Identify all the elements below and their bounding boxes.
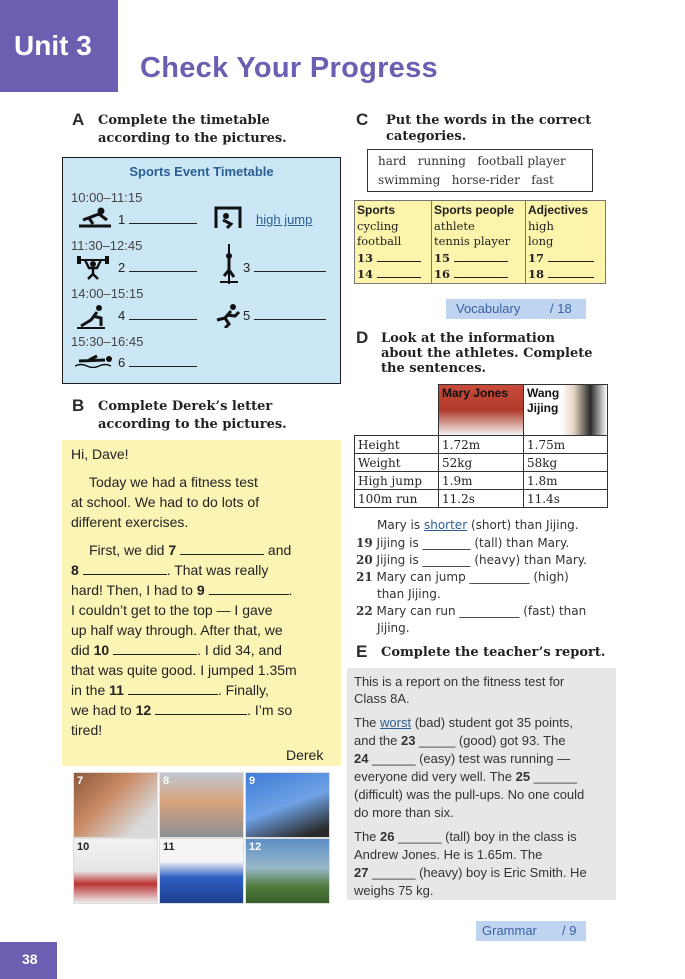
text: . Finally,	[217, 682, 269, 698]
question-19[interactable]	[356, 535, 569, 551]
letter-line: at school. We had to do lots of	[71, 494, 260, 510]
answer-blank-9[interactable]	[209, 583, 289, 595]
answer-blank[interactable]	[129, 260, 197, 272]
value-cell	[438, 471, 524, 490]
section-b-instruction-1: Complete Derek’s letter	[98, 399, 273, 414]
blank-number: 13	[357, 251, 374, 265]
running-icon	[213, 302, 243, 328]
time-slot-2: 11:30–12:45	[71, 238, 143, 253]
photo-sit-up	[73, 838, 158, 904]
text: and the	[354, 733, 401, 748]
item-number: 3	[243, 260, 251, 275]
answer-blank-7[interactable]	[180, 543, 264, 555]
letter-signoff: Derek	[286, 747, 324, 763]
timetable-box	[62, 157, 341, 384]
row-label: High jump	[358, 474, 423, 488]
row-label: Weight	[358, 456, 401, 470]
question-number: 19	[356, 536, 373, 550]
athlete-1-photo-cell	[438, 384, 524, 436]
value-cell	[523, 435, 608, 454]
section-d-instruction-1: Look at the information	[381, 331, 555, 346]
text: The	[354, 715, 381, 730]
letter-line: Today we had a fitness test	[89, 474, 258, 490]
letter-line	[71, 640, 282, 660]
answer-blank[interactable]	[129, 355, 197, 367]
column-header: Sports people	[434, 203, 515, 217]
photo-number: 11	[163, 841, 175, 853]
text: . That was really	[166, 562, 269, 578]
text: ______ (heavy) boy is Eric Smith. He	[368, 865, 587, 880]
item-number: 4	[118, 308, 126, 323]
row-label-cell	[354, 435, 439, 454]
timetable-item-1[interactable]	[118, 212, 197, 227]
unit-label: Unit 3	[14, 30, 92, 61]
answer-blank[interactable]	[254, 308, 326, 320]
cell: high	[528, 219, 554, 233]
photo-strip	[73, 772, 330, 904]
value: 1.72m	[442, 438, 481, 452]
blank-number: 24	[354, 751, 369, 766]
answer-blank[interactable]	[129, 212, 197, 224]
cell: football	[357, 234, 402, 248]
value: 58kg	[527, 456, 558, 470]
section-b-instruction-2: according to the pictures.	[98, 417, 287, 432]
text: we had to	[71, 702, 136, 718]
column-sports	[355, 201, 432, 283]
timetable-item-2[interactable]	[118, 260, 197, 275]
time-slot-3: 14:00–15:15	[71, 286, 144, 301]
high-jump-icon	[213, 204, 243, 230]
photo-push-up	[73, 772, 158, 838]
section-a-instruction-2: according to the pictures.	[98, 131, 287, 146]
word-list-line-1: hard running football player	[378, 154, 566, 168]
section-d-instruction-3: the sentences.	[381, 361, 487, 376]
text: . I did 34, and	[197, 642, 282, 658]
athlete-2-name: Wang Jijing	[527, 386, 560, 415]
question-20[interactable]	[356, 552, 587, 568]
report-line[interactable]	[354, 828, 577, 846]
text: ______ (easy) test was running —	[368, 751, 571, 766]
push-up-icon	[75, 302, 107, 330]
answer-blank-11[interactable]	[128, 683, 218, 695]
question-text: Jijing is ________ (heavy) than Mary.	[376, 553, 587, 567]
item-number: 6	[118, 355, 126, 370]
page-number: 38	[22, 951, 38, 967]
report-line: (difficult) was the pull-ups. No one could	[354, 787, 585, 802]
blank-number: 15	[434, 251, 451, 265]
page-number-box	[0, 942, 57, 979]
value-cell	[523, 453, 608, 472]
text: .	[288, 582, 293, 598]
category-table	[354, 200, 606, 284]
row-label-cell	[354, 471, 439, 490]
question-number: 21	[356, 570, 373, 584]
weightlifting-bench-icon	[75, 206, 115, 230]
page-title: Check Your Progress	[140, 52, 438, 84]
answer-blank[interactable]	[129, 308, 197, 320]
column-header: Adjectives	[528, 203, 589, 217]
timetable-item-6[interactable]	[118, 355, 197, 370]
word-list-line-2: swimming horse-rider fast	[378, 173, 554, 187]
photo-number: 9	[249, 775, 256, 787]
question-text: Mary can jump __________ (high)	[376, 570, 569, 584]
section-d-letter: D	[356, 328, 369, 347]
blank-number: 14	[357, 267, 374, 281]
question-22[interactable]	[356, 603, 586, 619]
section-e-instruction: Complete the teacher’s report.	[381, 645, 606, 660]
question-21[interactable]	[356, 569, 569, 585]
photo-pull-up	[159, 772, 244, 838]
photo-running	[245, 838, 330, 904]
section-a-letter: A	[72, 110, 85, 129]
blank-number: 23	[401, 733, 416, 748]
answer-blank[interactable]	[377, 268, 421, 278]
answer-blank[interactable]	[454, 268, 508, 278]
blank-number: 27	[354, 865, 369, 880]
letter-line: up half way through. After that, we	[71, 622, 283, 638]
section-b-letter: B	[72, 396, 85, 415]
value-cell	[438, 453, 524, 472]
text: First, we did	[89, 542, 169, 558]
text: (bad) student got 35 points,	[411, 715, 573, 730]
column-header: Sports	[357, 203, 396, 217]
letter-greeting: Hi, Dave!	[71, 446, 129, 462]
question-22-continued: Jijing.	[377, 621, 410, 635]
blank-number: 26	[380, 829, 395, 844]
letter-line	[71, 560, 268, 580]
blank-number: 25	[515, 769, 531, 784]
blank-number: 8	[71, 562, 79, 578]
answer-blank-10[interactable]	[113, 643, 197, 655]
answer-blank-12[interactable]	[155, 703, 247, 715]
answer-blank-8[interactable]	[83, 563, 167, 575]
question-text: Mary can run __________ (fast) than	[376, 604, 587, 618]
photo-number: 10	[77, 841, 90, 853]
letter-box	[62, 440, 341, 766]
letter-line	[89, 540, 291, 560]
report-line[interactable]	[354, 732, 566, 750]
cell-blank-14[interactable]	[357, 267, 421, 281]
cell-blank-16[interactable]	[434, 267, 508, 281]
blank-number: 18	[528, 267, 545, 281]
question-number: 22	[356, 604, 373, 618]
time-slot-1: 10:00–11:15	[71, 190, 143, 205]
example-answer: shorter	[423, 518, 468, 532]
answer-blank[interactable]	[454, 252, 508, 262]
value: 1.9m	[442, 474, 473, 488]
photo-number: 12	[249, 841, 262, 853]
answer-blank[interactable]	[377, 252, 421, 262]
report-line[interactable]	[354, 768, 577, 786]
letter-line	[71, 680, 269, 700]
report-line[interactable]	[354, 864, 587, 882]
timetable-title: Sports Event Timetable	[129, 164, 274, 179]
example-answer: worst	[380, 715, 412, 730]
text: Mary is	[377, 518, 424, 532]
letter-line: different exercises.	[71, 514, 189, 530]
timetable-item-3[interactable]	[243, 260, 326, 275]
text: hard! Then, I had to	[71, 582, 197, 598]
athlete-1-name: Mary Jones	[442, 386, 509, 400]
blank-number: 7	[168, 542, 177, 558]
blank-number: 11	[109, 682, 124, 698]
swimming-icon	[75, 354, 117, 368]
blank-number: 9	[196, 582, 205, 598]
report-line: weighs 75 kg.	[354, 883, 434, 898]
weightlifter-icon	[75, 254, 111, 280]
row-label-cell	[354, 453, 439, 472]
example-answer: high jump	[256, 212, 313, 227]
letter-line: I couldn’t get to the top — I gave	[71, 602, 273, 618]
text: The	[354, 829, 381, 844]
blank-number: 10	[93, 642, 110, 658]
section-a-instruction-1: Complete the timetable	[98, 113, 270, 128]
photo-high-jump	[159, 838, 244, 904]
report-line: Andrew Jones. He is 1.65m. The	[354, 847, 543, 862]
text: (short) than Jijing.	[467, 518, 579, 532]
cell-blank-18[interactable]	[528, 267, 594, 281]
text: ______ (tall) boy in the class is	[394, 829, 577, 844]
answer-blank[interactable]	[548, 252, 594, 262]
report-line: do more than six.	[354, 805, 454, 820]
grammar-score-box	[476, 921, 586, 941]
text: ______	[530, 769, 578, 784]
value: 11.4s	[527, 492, 560, 506]
report-line: Class 8A.	[354, 691, 410, 706]
answer-blank[interactable]	[254, 260, 326, 272]
blank-number: 16	[434, 267, 451, 281]
cell-blank-15[interactable]	[434, 251, 508, 265]
text: . I’m so	[247, 702, 293, 718]
letter-line: that was quite good. I jumped 1.35m	[71, 662, 297, 678]
question-number: 20	[356, 553, 373, 567]
athlete-2-photo-cell	[523, 384, 608, 436]
column-adjectives	[526, 201, 607, 283]
cell-blank-17[interactable]	[528, 251, 594, 265]
cell: cycling	[357, 219, 399, 233]
report-line	[354, 714, 573, 732]
timetable-item-5[interactable]	[243, 308, 326, 323]
value-cell	[438, 489, 524, 508]
value-cell	[438, 435, 524, 454]
row-label-cell	[354, 489, 439, 508]
text: did	[71, 642, 94, 658]
blank-number: 17	[528, 251, 545, 265]
report-line[interactable]	[354, 750, 570, 768]
letter-line	[71, 580, 292, 600]
score-label: Grammar	[482, 923, 537, 938]
answer-blank[interactable]	[548, 268, 594, 278]
photo-number: 8	[163, 775, 170, 787]
blank-number: 12	[135, 702, 152, 718]
letter-line	[71, 700, 292, 720]
report-box	[347, 668, 616, 900]
score-total: / 18	[550, 301, 572, 316]
example-sentence	[377, 517, 579, 533]
vocabulary-score-box	[446, 299, 586, 319]
score-total: / 9	[562, 923, 577, 938]
column-sports-people	[432, 201, 526, 283]
row-label: 100m run	[358, 492, 418, 506]
value: 1.8m	[527, 474, 558, 488]
text: in the	[71, 682, 110, 698]
letter-line: tired!	[71, 722, 103, 738]
word-box	[367, 149, 593, 192]
score-label: Vocabulary	[456, 301, 521, 316]
text: and	[264, 542, 292, 558]
item-number: 1	[118, 212, 126, 227]
item-number: 5	[243, 308, 251, 323]
cell-blank-13[interactable]	[357, 251, 421, 265]
value-cell	[523, 471, 608, 490]
row-label: Height	[358, 438, 400, 452]
athlete-table	[354, 384, 608, 510]
text: everyone did very well. The	[354, 769, 516, 784]
question-text: Jijing is ________ (tall) than Mary.	[376, 536, 570, 550]
photo-rope-climb	[245, 772, 330, 838]
section-c-instruction-1: Put the words in the correct	[386, 113, 592, 128]
rope-climb-icon	[218, 244, 240, 284]
section-c-instruction-2: categories.	[386, 129, 467, 144]
value: 1.75m	[527, 438, 566, 452]
time-slot-4: 15:30–16:45	[71, 334, 144, 349]
value: 11.2s	[442, 492, 475, 506]
item-number: 2	[118, 260, 126, 275]
cell: athlete	[434, 219, 475, 233]
timetable-item-4[interactable]	[118, 308, 197, 323]
section-e-letter: E	[356, 642, 368, 661]
section-d-instruction-2: about the athletes. Complete	[381, 346, 593, 361]
cell: tennis player	[434, 234, 511, 248]
value: 52kg	[442, 456, 473, 470]
cell: long	[528, 234, 554, 248]
text: _____ (good) got 93. The	[415, 733, 566, 748]
unit-tab	[0, 0, 118, 92]
value-cell	[523, 489, 608, 508]
photo-number: 7	[77, 775, 84, 787]
report-line: This is a report on the fitness test for	[354, 674, 565, 689]
question-21-continued: than Jijing.	[377, 587, 441, 601]
section-c-letter: C	[356, 110, 369, 129]
